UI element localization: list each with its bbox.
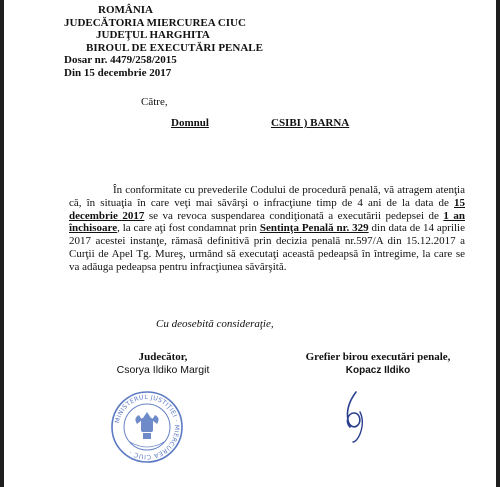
body-text-3: , la care aţi fost condamnat prin (117, 222, 260, 235)
country-line: ROMÂNIA (98, 4, 153, 16)
court-line: JUDECĂTORIA MIERCUREA CIUC (64, 16, 246, 29)
addressee-name: CSIBI ) BARNA (271, 117, 350, 129)
letter-body (69, 184, 465, 274)
clerk-signature-block (283, 351, 473, 377)
clerk-title: Grefier birou executări penale, (305, 351, 451, 363)
file-number: Dosar nr. 4479/258/2015 (64, 54, 177, 67)
court-stamp-seal (110, 390, 184, 464)
body-text-2: se va revoca suspendarea condiţionată a executării pedepsei de (144, 209, 444, 222)
body-paragraph (69, 184, 465, 274)
body-text-1: În conformitate cu prevederile Codului de procedură penală, vă atragem atenţia că, în situaţia în care veţi mai săvârşi o infracţiune timp de 4 ani de la data de (69, 184, 465, 209)
handwritten-signature (336, 388, 376, 446)
svg-text:MINISTERUL JUSTIŢIEI · MIERCUR: MINISTERUL JUSTIŢIEI · MIERCUREA CIUC · (114, 393, 181, 461)
judge-name: Csorya Ildiko Margit (116, 364, 210, 376)
clerk-name: Kopacz Ildiko (345, 365, 411, 376)
county-line: JUDEŢUL HARGHITA (96, 29, 210, 42)
scan-edge-left (0, 0, 4, 487)
to-label: Către, (141, 96, 168, 108)
office-line: BIROUL DE EXECUTĂRI PENALE (86, 41, 263, 54)
scan-edge-right (496, 0, 500, 487)
addressee-title: Domnul (171, 117, 209, 129)
judge-title: Judecător, (138, 351, 188, 363)
penalty-highlight: 1 an închisoare (69, 209, 465, 235)
closing-formula: Cu deosebită consideraţie, (156, 318, 274, 330)
sentence-highlight: Sentinţa Penală nr. 329 (259, 222, 369, 235)
judge-signature-block (88, 351, 238, 377)
date-highlight: 15 decembrie 2017 (69, 196, 465, 222)
letterhead (64, 4, 304, 80)
document-date: Din 15 decembrie 2017 (64, 66, 172, 79)
body-text-4: din data de 14 aprilie 2017 acestei instanţe, rămasă definitivă prin decizia penală nr.597/A din 15.12.2017 a Curţii de Apel Tg. Mureş, urmând să executaţi această pedeapsă în întregime, la care se va adăuga pedeapsa pentru infracţiunea săvârşită. (69, 222, 465, 273)
